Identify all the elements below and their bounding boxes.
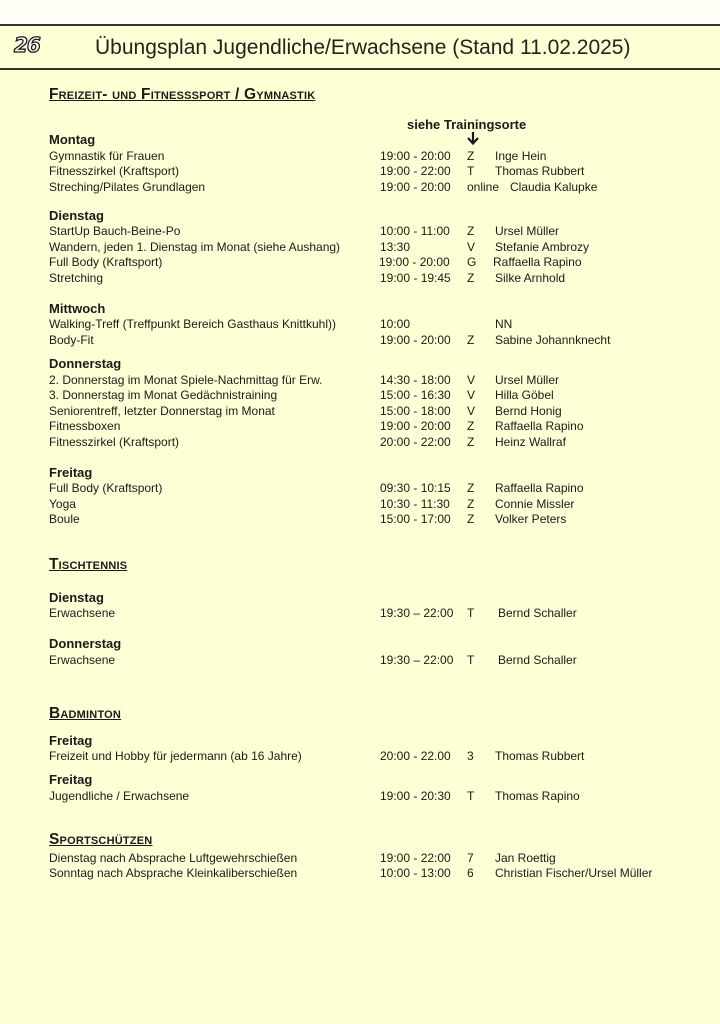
activity: Sonntag nach Absprache Kleinkaliberschießen	[49, 866, 298, 880]
location-code: T	[467, 653, 475, 667]
trainer: Connie Missler	[495, 497, 575, 511]
activity: Seniorentreff, letzter Donnerstag im Monat	[49, 404, 275, 418]
trainer: Claudia Kalupke	[510, 180, 598, 194]
activity: Jugendliche / Erwachsene	[49, 789, 190, 803]
location-code: T	[467, 164, 475, 178]
time: 15:00 - 18:00	[380, 404, 451, 418]
table-row	[0, 373, 720, 388]
table-row	[0, 749, 720, 764]
section-title-fitness: Freizeit- und Fitnesssport / Gymnastik	[49, 86, 316, 103]
trainer: Silke Arnhold	[495, 271, 566, 285]
time: 10:00	[380, 317, 411, 331]
trainer: Bernd Schaller	[498, 606, 577, 620]
time: 20:00 - 22:00	[380, 435, 451, 449]
location-code: V	[467, 240, 476, 254]
location-code: 6	[467, 866, 474, 880]
table-row	[0, 435, 720, 450]
time: 10:00 - 11:00	[380, 224, 450, 238]
activity: Erwachsene	[49, 606, 116, 620]
location-code: 7	[467, 851, 474, 865]
table-row	[0, 404, 720, 419]
activity: Fitnessboxen	[49, 419, 121, 433]
day-heading: Donnerstag	[49, 636, 122, 651]
day-heading: Dienstag	[49, 208, 104, 223]
location-code: online	[467, 180, 500, 194]
table-row	[0, 606, 720, 621]
arrow-down-icon	[466, 131, 480, 145]
day-heading: Dienstag	[49, 590, 104, 605]
time: 14:30 - 18:00	[380, 373, 451, 387]
table-row	[0, 240, 720, 255]
time: 19:00 - 20:00	[380, 333, 451, 347]
time: 19:00 - 22:00	[380, 164, 451, 178]
table-row	[0, 164, 720, 179]
activity: StartUp Bauch-Beine-Po	[49, 224, 181, 238]
location-code: 3	[467, 749, 474, 763]
trainer: Christian Fischer/Ursel Müller	[495, 866, 653, 880]
table-row	[0, 512, 720, 527]
trainer: Thomas Rapino	[495, 789, 580, 803]
trainer: Thomas Rubbert	[495, 164, 585, 178]
activity: Fitnesszirkel (Kraftsport)	[49, 164, 180, 178]
location-code: V	[467, 404, 476, 418]
activity: Stretching	[49, 271, 104, 285]
table-row	[0, 317, 720, 332]
trainer: Ursel Müller	[495, 373, 560, 387]
table-row	[0, 180, 720, 195]
table-row	[0, 224, 720, 239]
table-row	[0, 497, 720, 512]
time: 19:30 – 22:00	[380, 606, 454, 620]
location-code: Z	[467, 333, 475, 347]
location-code: Z	[467, 512, 475, 526]
day-heading: Montag	[49, 132, 96, 147]
location-code: Z	[467, 419, 475, 433]
trainer: Ursel Müller	[495, 224, 560, 238]
location-code: G	[467, 255, 477, 269]
location-hint: siehe Trainingsorte	[407, 117, 527, 132]
table-row	[0, 653, 720, 668]
location-code: V	[467, 373, 476, 387]
trainer: Volker Peters	[495, 512, 567, 526]
day-heading: Freitag	[49, 772, 93, 787]
location-code: V	[467, 388, 476, 402]
day-heading: Donnerstag	[49, 356, 122, 371]
time: 10:30 - 11:30	[380, 497, 450, 511]
time: 19:00 - 20:00	[379, 255, 450, 269]
table-row	[0, 419, 720, 434]
table-row	[0, 149, 720, 164]
trainer: Jan Roettig	[495, 851, 556, 865]
activity: Wandern, jeden 1. Dienstag im Monat (siehe Aushang)	[49, 240, 341, 254]
activity: Fitnesszirkel (Kraftsport)	[49, 435, 180, 449]
location-code: T	[467, 789, 475, 803]
day-heading: Freitag	[49, 733, 93, 748]
location-code: Z	[467, 224, 475, 238]
table-row	[0, 481, 720, 496]
time: 19:00 - 20:00	[380, 180, 451, 194]
activity: 3. Donnerstag im Monat Gedächnistraining	[49, 388, 278, 402]
location-code: T	[467, 606, 475, 620]
activity: Dienstag nach Absprache Luftgewehrschießen	[49, 851, 298, 865]
time: 13:30	[380, 240, 411, 254]
table-row	[0, 255, 720, 270]
location-code: Z	[467, 497, 475, 511]
time: 19:00 - 20:30	[380, 789, 451, 803]
time: 15:00 - 17:00	[380, 512, 451, 526]
trainer: Raffaella Rapino	[495, 481, 584, 495]
trainer: Sabine Johannknecht	[495, 333, 611, 347]
page-title: Übungsplan Jugendliche/Erwachsene (Stand 11.02.2025)	[95, 36, 631, 59]
activity: Yoga	[49, 497, 76, 511]
trainer: Thomas Rubbert	[495, 749, 585, 763]
time: 15:00 - 16:30	[380, 388, 451, 402]
location-code: Z	[467, 481, 475, 495]
location-code: Z	[467, 149, 475, 163]
activity: Erwachsene	[49, 653, 116, 667]
time: 10:00 - 13:00	[380, 866, 451, 880]
time: 20:00 - 22.00	[380, 749, 451, 763]
table-row	[0, 866, 720, 881]
activity: Full Body (Kraftsport)	[49, 481, 163, 495]
activity: 2. Donnerstag im Monat Spiele-Nachmittag für Erw.	[49, 373, 323, 387]
section-title-badminton: Badminton	[49, 705, 122, 722]
activity: Boule	[49, 512, 80, 526]
activity: Body-Fit	[49, 333, 94, 347]
activity: Streching/Pilates Grundlagen	[49, 180, 206, 194]
table-row	[0, 271, 720, 286]
trainer: Inge Hein	[495, 149, 547, 163]
location-code: Z	[467, 435, 475, 449]
table-row	[0, 851, 720, 866]
time: 19:00 - 19:45	[380, 271, 451, 285]
page-header	[0, 24, 720, 70]
activity: Full Body (Kraftsport)	[49, 255, 163, 269]
time: 19:00 - 20:00	[380, 149, 451, 163]
trainer: NN	[495, 317, 513, 331]
trainer: Heinz Wallraf	[495, 435, 566, 449]
trainer: Stefanie Ambrozy	[495, 240, 590, 254]
trainer: Raffaella Rapino	[495, 419, 584, 433]
page-number: 26	[14, 33, 40, 57]
activity: Walking-Treff (Treffpunkt Bereich Gasthaus Knittkuhl))	[49, 317, 336, 331]
section-title-sportschuetzen: Sportschützen	[49, 831, 153, 848]
day-heading: Freitag	[49, 465, 93, 480]
trainer: Raffaella Rapino	[493, 255, 582, 269]
time: 19:30 – 22:00	[380, 653, 454, 667]
trainer: Bernd Schaller	[498, 653, 577, 667]
section-title-tischtennis: Tischtennis	[49, 556, 128, 573]
activity: Gymnastik für Frauen	[49, 149, 165, 163]
activity: Freizeit und Hobby für jedermann (ab 16 Jahre)	[49, 749, 302, 763]
time: 09:30 - 10:15	[380, 481, 451, 495]
trainer: Bernd Honig	[495, 404, 562, 418]
day-heading: Mittwoch	[49, 301, 106, 316]
time: 19:00 - 20:00	[380, 419, 451, 433]
trainer: Hilla Göbel	[495, 388, 554, 402]
location-code: Z	[467, 271, 475, 285]
table-row	[0, 789, 720, 804]
table-row	[0, 333, 720, 348]
table-row	[0, 388, 720, 403]
top-margin	[0, 0, 720, 24]
time: 19:00 - 22:00	[380, 851, 451, 865]
